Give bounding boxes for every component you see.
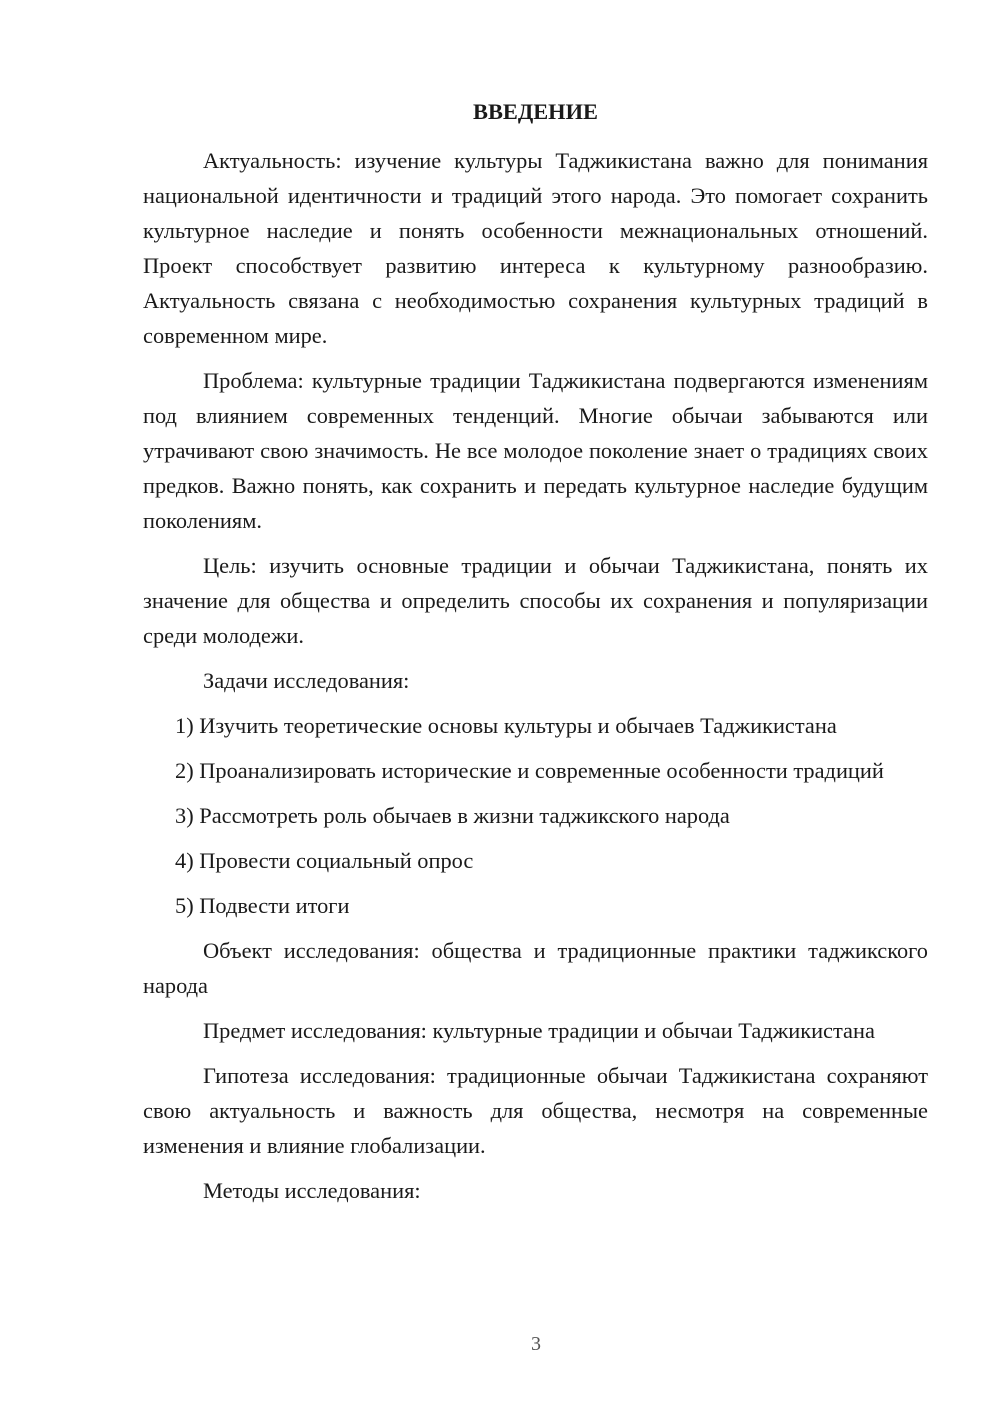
task-item: 3) Рассмотреть роль обычаев в жизни таджикского народа	[175, 803, 730, 828]
document-title: ВВЕДЕНИЕ	[473, 99, 598, 124]
subject-paragraph: Предмет исследования: культурные традиции и обычаи Таджикистана	[203, 1018, 875, 1043]
task-item: 2) Проанализировать исторические и современные особенности традиций	[175, 758, 884, 783]
methods-heading: Методы исследования:	[203, 1178, 421, 1203]
task-item: 1) Изучить теоретические основы культуры и обычаев Таджикистана	[175, 713, 837, 738]
problem-paragraph: Проблема: культурные традиции Таджикистана подвергаются изменениям под влиянием современных тенденций. Многие обычаи забываются или утрачивают свою значимость. Не все молодое поколение знает о традициях своих предков. Важно понять, как сохранить и передать культурное наследие будущим поколениям.	[143, 368, 928, 533]
goal-paragraph: Цель: изучить основные традиции и обычаи Таджикистана, понять их значение для общества и определить способы их сохранения и популяризации среди молодежи.	[143, 553, 928, 648]
task-item: 5) Подвести итоги	[175, 893, 350, 918]
document-page	[143, 94, 928, 1208]
task-item: 4) Провести социальный опрос	[175, 848, 474, 873]
page-number: 3	[531, 1333, 541, 1355]
relevance-paragraph: Актуальность: изучение культуры Таджикистана важно для понимания национальной идентичности и традиций этого народа. Это помогает сохранить культурное наследие и понять особенности межнациональных отношений. Проект способствует развитию интереса к культурному разнообразию. Актуальность связана с необходимостью сохранения культурных традиций в современном мире.	[143, 148, 928, 348]
object-paragraph: Объект исследования: общества и традиционные практики таджикского народа	[143, 938, 928, 998]
tasks-heading: Задачи исследования:	[203, 668, 410, 693]
hypothesis-paragraph: Гипотеза исследования: традиционные обычаи Таджикистана сохраняют свою актуальность и важность для общества, несмотря на современные изменения и влияние глобализации.	[143, 1063, 928, 1158]
